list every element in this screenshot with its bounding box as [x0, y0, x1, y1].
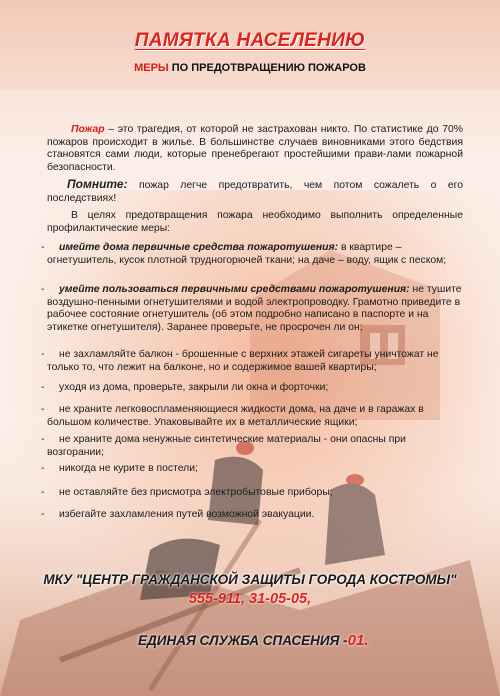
intro-paragraph	[47, 124, 463, 174]
rescue-service	[138, 632, 368, 649]
measure-item-4: - уходя из дома, проверьте, закрыли ли окна и форточки;	[41, 382, 329, 393]
remember-lead: Помните:	[67, 177, 128, 191]
measure-6-text: не храните дома ненужные синтетические материалы - они опасны при возгорании;	[47, 434, 406, 458]
measure-4-text: уходя из дома, проверьте, закрыли ли окна и форточки;	[59, 382, 329, 393]
measure-1-emphasis: имейте дома первичные средства пожаротушения:	[59, 242, 339, 253]
measure-3-text: не захламляйте балкон - брошенные с верхних этажей сигареты уничтожат не только то, что лежит на балконе, но и содержимое вашей квартиры;	[47, 349, 439, 373]
measure-8-text: не оставляйте без присмотра электробытовые приборы;	[59, 487, 333, 498]
measure-item-2: - умейте пользоваться первичными средствами пожаротушения: не тушите воздушно-пенными огнетушителями и водой электропроводку. Грамотно приведите в рабочее состояние огнетушитель (об этом подробно написано в паспорте и на этикетке огнетушителя). Заранее проверьте, не просрочен ли он;	[41, 284, 462, 333]
measure-item-5: - не храните легковоспламеняющиеся жидкости дома, на даче и в гаражах в большом количестве. Упаковывайте их в металлические ящики;	[41, 404, 424, 428]
rescue-label: ЕДИНАЯ СЛУЖБА СПАСЕНИЯ -	[138, 633, 348, 648]
measures-intro: В целях предотвращения пожара необходимо выполнить определенные профилактические меры:	[47, 210, 463, 234]
measure-1-text: в квартире – огнетушитель, кусок плотной трудногорючей ткани; на даче – воду, ящик с песком;	[47, 242, 447, 266]
measure-item-6: - не храните дома ненужные синтетические материалы - они опасны при возгорании;	[41, 434, 406, 458]
measure-item-8: - не оставляйте без присмотра электробытовые приборы;	[41, 487, 333, 498]
measure-2-emphasis: умейте пользоваться первичными средствами пожаротушения:	[59, 284, 410, 295]
remember-text: пожар легче предотвратить, чем потом сожалеть о его последствиях!	[47, 180, 463, 204]
measure-item-1: - имейте дома первичные средства пожаротушения: в квартире – огнетушитель, кусок плотной трудногорючей ткани; на даче – воду, ящик с песком;	[41, 242, 447, 266]
intro-lead: Пожар	[71, 124, 105, 135]
organization-name: МКУ "ЦЕНТР ГРАЖДАНСКОЙ ЗАЩИТЫ ГОРОДА КОСТРОМЫ"	[43, 572, 457, 587]
subtitle-highlight: МЕРЫ	[134, 62, 169, 74]
measure-5-text: не храните легковоспламеняющиеся жидкости дома, на даче и в гаражах в большом количестве. Упаковывайте их в металлические ящики;	[47, 404, 424, 428]
page-subtitle	[0, 62, 500, 74]
rescue-number: 01.	[347, 632, 369, 649]
measure-7-text: никогда не курите в постели;	[59, 463, 198, 474]
remember-paragraph	[47, 178, 463, 205]
measure-item-7: - никогда не курите в постели;	[41, 463, 198, 474]
page-title: ПАМЯТКА НАСЕЛЕНИЮ	[134, 30, 366, 51]
phone-numbers: 555-911, 31-05-05,	[188, 591, 312, 607]
measure-9-text: избегайте захламления путей возможной эвакуации.	[59, 509, 315, 520]
subtitle-text: ПО ПРЕДОТВРАЩЕНИЮ ПОЖАРОВ	[168, 62, 366, 74]
measure-2-text: не тушите воздушно-пенными огнетушителями и водой электропроводку. Грамотно приведите в рабочее состояние огнетушитель (об этом подробно написано в паспорте и на этикетке огнетушителя). Заранее проверьте, не просрочен ли он;	[47, 284, 462, 333]
intro-text: – это трагедия, от которой не застрахован никто. По статистике до 70% пожаров происходит в жилье. В большинстве случаев виновниками этого бедствия становятся сами люди, которые пренебрегают простейшими прави-лами пожарной безопасности.	[47, 124, 463, 173]
measure-item-3: - не захламляйте балкон - брошенные с верхних этажей сигареты уничтожат не только то, что лежит на балконе, но и содержимое вашей квартиры;	[41, 349, 439, 373]
measure-item-9: - избегайте захламления путей возможной эвакуации.	[41, 509, 315, 520]
